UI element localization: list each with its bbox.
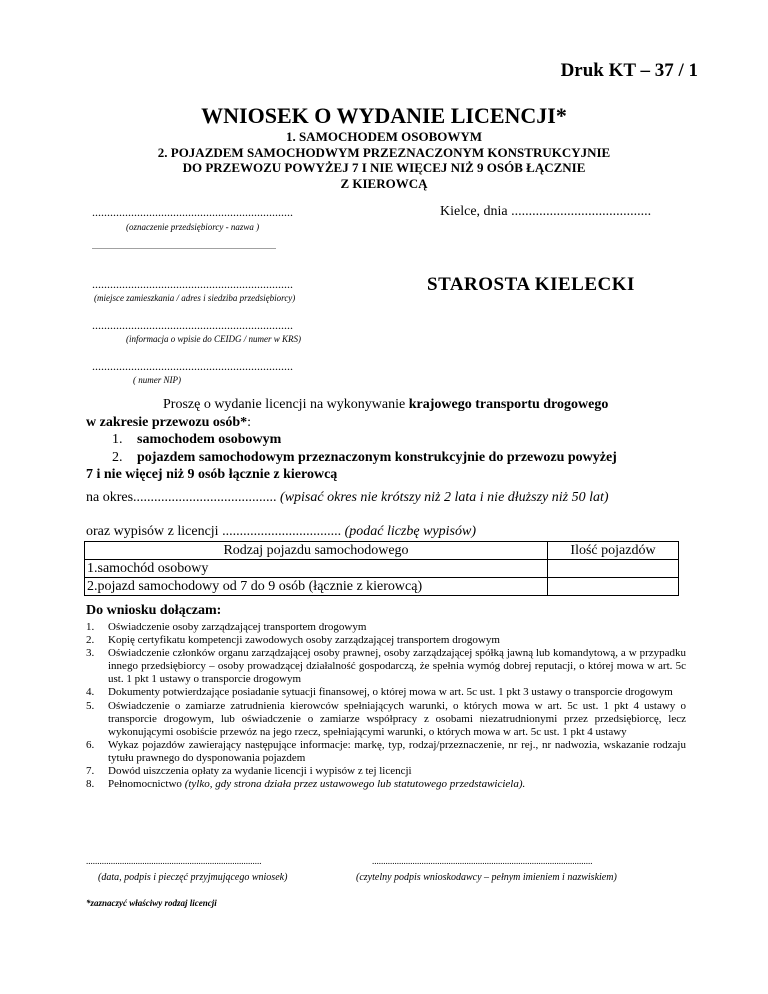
table-row [85,560,679,578]
list-item-text: Dowód uiszczenia opłaty za wydanie licencji i wypisów z tej licencji [108,765,412,778]
attachments-heading: Do wniosku dołączam: [86,603,222,618]
list-item-text: Oświadczenie o zamiarze zatrudnienia kierowców spełniających warunki, o których mowa w art. 5c ust. 1 pkt 4 ustawy o transporcie drogowym, lub oświadczenie o zamiarze współpracy z osobami niezatrudnionymi przez przedsiębiorcę, lecz wykonującymi osobiście przewóz na jego rzecz, spełniającymi warunki, o których mowa w art. 5c ust. 1 pkt 4 ustawy [108,699,686,738]
vehicle-count-cell[interactable] [548,560,679,578]
list-item-number: 7. [86,765,95,778]
subtitle-line-3: DO PRZEWOZU POWYŻEJ 7 I NIE WIĘCEJ NIŻ 9 OSÓB ŁĄCZNIE [182,160,586,175]
extracts-label: oraz wypisów z licencji .................................. [86,524,345,539]
extracts-hint: (podać liczbę wypisów) [344,524,476,539]
footnote: *zaznaczyć właściwy rodzaj licencji [86,898,217,908]
table-header-type: Rodzaj pojazdu samochodowego [85,542,548,560]
list-item [86,686,686,699]
list-item [86,634,686,647]
vehicle-type-cell: 1.samochód osobowy [85,560,548,578]
table-row [85,578,679,596]
list-item [86,700,686,739]
list-item [86,647,686,686]
list-item-text: Pełnomocnictwo [108,778,185,791]
place-date-field[interactable]: Kielce, dnia ........................................ [440,204,652,219]
list-item-text: Dokumenty potwierdzające posiadanie sytuacji finansowej, o której mowa w art. 5c ust. 1 pkt 3 ustawy o transporcie drogowym [108,686,673,699]
applicant-signature-field[interactable]: .................................................................................................. [372,856,593,866]
applicant-name-field-2[interactable]: ............................................................................................ [92,242,276,251]
period-hint: (wpisać okres nie krótszy niż 2 lata i nie dłuższy niż 50 lat) [280,490,609,505]
vehicle-count-cell[interactable] [548,578,679,596]
request-scope-bold: krajowego transportu drogowego [408,397,609,412]
applicant-address-caption: (miejsce zamieszkania / adres i siedziba przedsiębiorcy) [94,293,296,303]
attachments-list [86,621,686,791]
list-item-number: 4. [86,686,95,699]
table-header-row [85,542,679,560]
nip-caption: ( numer NIP) [133,375,181,385]
subtitle-line-4: Z KIEROWCĄ [340,175,428,191]
nip-field[interactable]: ................................................................... [92,359,293,373]
list-item-text: Oświadczenie członków organu zarządzającej osoby prawnej, osoby zarządzającej spółką jawną lub komandytową, a w przypadku innego przedsiębiorcy – osoby prowadzącej działalność gospodarczą, że spełnia wymóg dobrej reputacji, o której mowa w art. 5c ust. 1 pkt 1 ustawy o transporcie drogowym [108,647,686,686]
ceidg-caption: (informacja o wpisie do CEIDG / numer w KRS) [126,334,301,344]
subtitle-line-1: 1. SAMOCHODEM OSOBOWYM [285,129,483,144]
list-item-text: Wykaz pojazdów zawierający następujące informacje: markę, typ, rodzaj/przeznaczenie, nr rej., nr nadwozia, wskazanie rodzaju tytułu prawnego do dysponowania pojazdem [108,738,686,764]
list-item-number: 5. [86,699,95,712]
request-item-2: pojazdem samochodowym przeznaczonym konstrukcyjnie do przewozu powyżej [137,449,617,465]
applicant-address-field[interactable]: ................................................................... [92,277,293,291]
receiver-signature-caption: (data, podpis i pieczęć przyjmującego wniosek) [98,872,288,883]
list-item-text: Kopię certyfikatu kompetencji zawodowych osoby zarządzającej transportem drogowym [108,634,500,647]
page-title: WNIOSEK O WYDANIE LICENCJI* [201,103,567,128]
list-item [86,778,686,791]
list-item-number: 1. [86,621,95,633]
list-item [86,621,686,634]
table-header-count: Ilość pojazdów [548,542,679,560]
period-label: na okres......................................... [86,490,281,505]
period-field[interactable] [86,490,609,506]
vehicle-type-cell: 2.pojazd samochodowy od 7 do 9 osób (łącznie z kierowcą) [85,578,548,596]
request-scope-colon: : [247,414,251,430]
applicant-signature-caption: (czytelny podpis wnioskodawcy – pełnym imieniem i nazwiskiem) [356,872,617,883]
list-item-number: 6. [86,738,95,751]
extracts-field[interactable] [86,524,476,540]
request-intro: Proszę o wydanie licencji na wykonywanie [163,397,409,412]
applicant-name-caption: (oznaczenie przedsiębiorcy - nazwa ) [126,222,260,232]
request-paragraph [86,396,686,484]
list-item-text: Oświadczenie osoby zarządzającej transportem drogowym [108,621,367,633]
list-item-number: 8. [86,778,95,791]
form-code: Druk KT – 37 / 1 [560,60,698,81]
list-item-note: (tylko, gdy strona działa przez ustawowego lub statutowego przedstawiciela). [184,778,526,791]
list-item [86,765,686,778]
request-item-2-cont: 7 i nie więcej niż 9 osób łącznie z kierowcą [86,467,338,482]
list-item [86,739,686,765]
request-item-1: samochodem osobowym [137,432,282,447]
authority-name: STAROSTA KIELECKI [427,274,635,295]
receiver-signature-field[interactable]: .............................................................................. [86,856,262,866]
list-item-number: 3. [86,647,95,660]
subtitle-line-2: 2. POJAZDEM SAMOCHODWYM PRZEZNACZONYM KONSTRUKCYJNIE [157,144,611,160]
request-item-1-num: 1. [112,432,123,447]
request-item-2-num: 2. [112,449,123,465]
ceidg-field[interactable]: ................................................................... [92,318,293,332]
request-scope-line: w zakresie przewozu osób* [86,414,248,430]
applicant-name-field[interactable]: ................................................................... [92,205,293,219]
list-item-number: 2. [86,634,95,647]
licence-type-subtitle [80,129,688,191]
vehicle-table [84,541,679,596]
